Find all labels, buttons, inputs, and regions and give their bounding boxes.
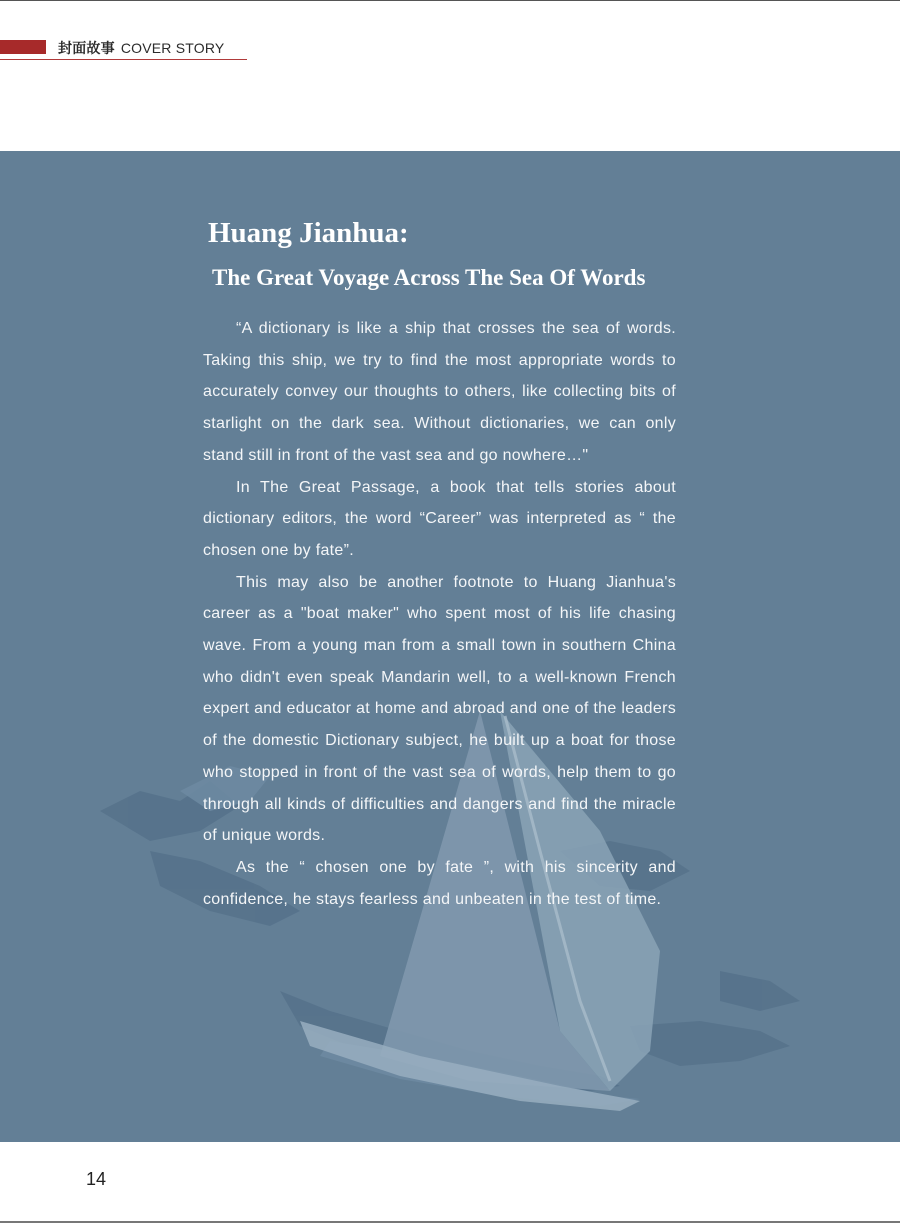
article-paragraph: In The Great Passage, a book that tells stories about dictionary editors, the word “Career” was interpreted as “ the chosen one by fate”. xyxy=(203,478,676,559)
section-label xyxy=(58,38,224,58)
article-panel xyxy=(0,151,900,1142)
article-paragraph: “A dictionary is like a ship that crosses the sea of words. Taking this ship, we try to find the most appropriate words to accurately convey our thoughts to others, like collecting bits of starlight on the dark sea. Without dictionaries, we can only stand still in front of the vast sea and go nowhere…" xyxy=(203,320,676,464)
article-title: Huang Jianhua: xyxy=(208,217,409,249)
bottom-rule xyxy=(0,1221,900,1223)
article-body xyxy=(203,313,676,915)
section-accent-bar xyxy=(0,40,46,54)
section-underline xyxy=(0,59,247,60)
article-subtitle: The Great Voyage Across The Sea Of Words xyxy=(212,265,646,290)
article-paragraph: This may also be another footnote to Huang Jianhua's career as a "boat maker" who spent most of his life chasing wave. From a young man from a small town in southern China who didn't even speak Mandarin well, to a well-known French expert and educator at home and abroad and one of the leaders of the domestic Dictionary subject, he built up a boat for those who stopped in front of the vast sea of words, help them to go through all kinds of difficulties and dangers and find the miracle of unique words. xyxy=(203,573,676,845)
page-number: 14 xyxy=(86,1169,107,1189)
article-paragraph: As the “ chosen one by fate ”, with his sincerity and confidence, he stays fearless and unbeaten in the test of time. xyxy=(203,858,676,908)
section-label-en: COVER STORY xyxy=(120,40,225,56)
section-header xyxy=(0,37,247,63)
section-label-zh: 封面故事 xyxy=(58,40,115,56)
top-rule xyxy=(0,0,900,1)
